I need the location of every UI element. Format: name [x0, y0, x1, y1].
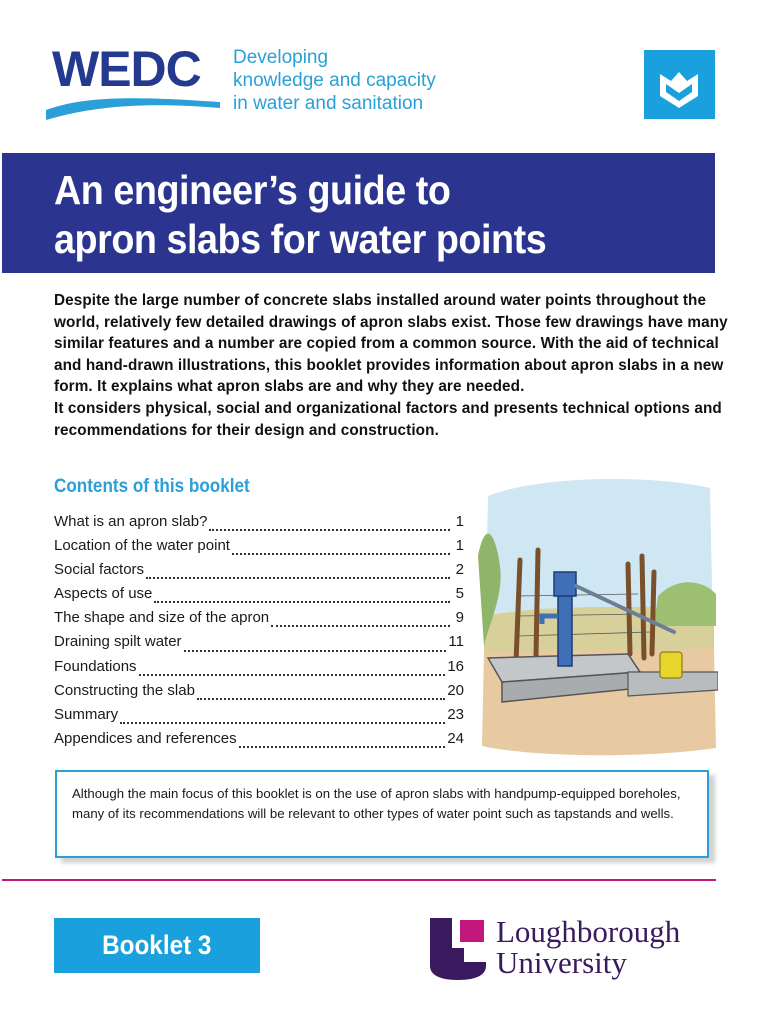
toc-leader-dots — [232, 553, 450, 555]
divider — [2, 879, 716, 881]
toc-leader-dots — [146, 577, 450, 579]
toc-entry-title: Appendices and references — [54, 729, 237, 747]
toc-entry-title: Constructing the slab — [54, 681, 195, 699]
toc-entry-page: 1 — [455, 537, 464, 555]
toc-entry-title: Social factors — [54, 561, 145, 579]
toc-leader-dots — [120, 722, 445, 724]
toc-leader-dots — [184, 650, 447, 652]
toc-entry-page: 20 — [447, 681, 464, 699]
title-line: apron slabs for water points — [54, 216, 547, 262]
intro-paragraph: Despite the large number of concrete slabs installed around water points throughout the world, relatively few detailed drawings of apron slabs exist. Those few drawings have many similar features and a number are copied from a common source. With the aid of technical and hand-drawn illustrations, this booklet provides information about apron slabs in a new form. It explains what apron slabs are and why they are needed. — [54, 292, 728, 396]
tagline-line: Developing — [233, 47, 329, 68]
toc-entry-title: Location of the water point — [54, 537, 230, 555]
toc-entry-title: What is an apron slab? — [54, 513, 208, 530]
toc-entry[interactable] — [54, 585, 464, 609]
toc-entry-page: 2 — [455, 561, 464, 579]
toc-entry-page: 11 — [448, 633, 464, 651]
booklet-badge — [54, 918, 260, 973]
university-name-line: Loughborough — [496, 914, 681, 949]
intro-text — [54, 290, 744, 441]
toc-entry[interactable] — [54, 633, 464, 657]
toc-leader-dots — [197, 698, 445, 700]
toc-entry-title: Aspects of use — [54, 585, 153, 603]
toc-entry[interactable] — [54, 658, 464, 682]
wedc-book-emblem-icon — [644, 50, 715, 119]
tagline-line: in water and sanitation — [233, 93, 424, 114]
title-line: An engineer’s guide to — [54, 167, 451, 213]
university-name — [496, 916, 680, 978]
toc-entry-page: 5 — [455, 585, 464, 603]
toc-entry[interactable] — [54, 609, 464, 633]
toc-entry-title: The shape and size of the apron — [54, 609, 270, 627]
toc-entry-page: 16 — [447, 657, 464, 675]
toc-leader-dots — [139, 674, 446, 676]
toc-entry-page: 9 — [455, 609, 464, 627]
toc-entry[interactable] — [54, 513, 464, 537]
university-crest-icon — [430, 918, 486, 980]
note-box — [55, 770, 709, 858]
toc-leader-dots — [271, 625, 450, 627]
note-text: Although the main focus of this booklet is on the use of apron slabs with handpump-equipped boreholes, many of its recommendations will be relevant to other types of water point such as tapstands and wells. — [72, 786, 681, 821]
toc-entry[interactable] — [54, 561, 464, 585]
table-of-contents — [54, 513, 464, 754]
wedc-tagline — [233, 46, 493, 115]
handpump-on-apron-slab-illustration — [478, 476, 718, 758]
booklet-label: Booklet 3 — [102, 930, 212, 960]
toc-entry-page: 23 — [447, 705, 464, 723]
wedc-logo-text: WEDC — [52, 41, 201, 97]
toc-entry[interactable] — [54, 537, 464, 561]
loughborough-university-logo — [430, 916, 730, 982]
intro-paragraph: It considers physical, social and organizational factors and presents technical options and recommendations for their design and construction. — [54, 399, 722, 439]
university-name-line: University — [496, 945, 627, 980]
page-title — [54, 166, 546, 264]
toc-entry[interactable] — [54, 706, 464, 730]
toc-entry[interactable] — [54, 682, 464, 706]
toc-entry-page: 1 — [455, 513, 464, 530]
title-banner — [2, 153, 715, 273]
tagline-line: knowledge and capacity — [233, 70, 436, 91]
toc-entry-title: Draining spilt water — [54, 633, 182, 651]
toc-entry-title: Foundations — [54, 657, 137, 675]
wedc-logo — [44, 40, 219, 130]
toc-leader-dots — [154, 601, 450, 603]
toc-entry-title: Summary — [54, 705, 119, 723]
toc-leader-dots — [209, 529, 450, 531]
contents-heading: Contents of this booklet — [54, 476, 250, 497]
wave-icon — [44, 92, 224, 128]
toc-entry-page: 24 — [447, 729, 464, 747]
toc-entry[interactable] — [54, 730, 464, 754]
toc-leader-dots — [239, 746, 446, 748]
